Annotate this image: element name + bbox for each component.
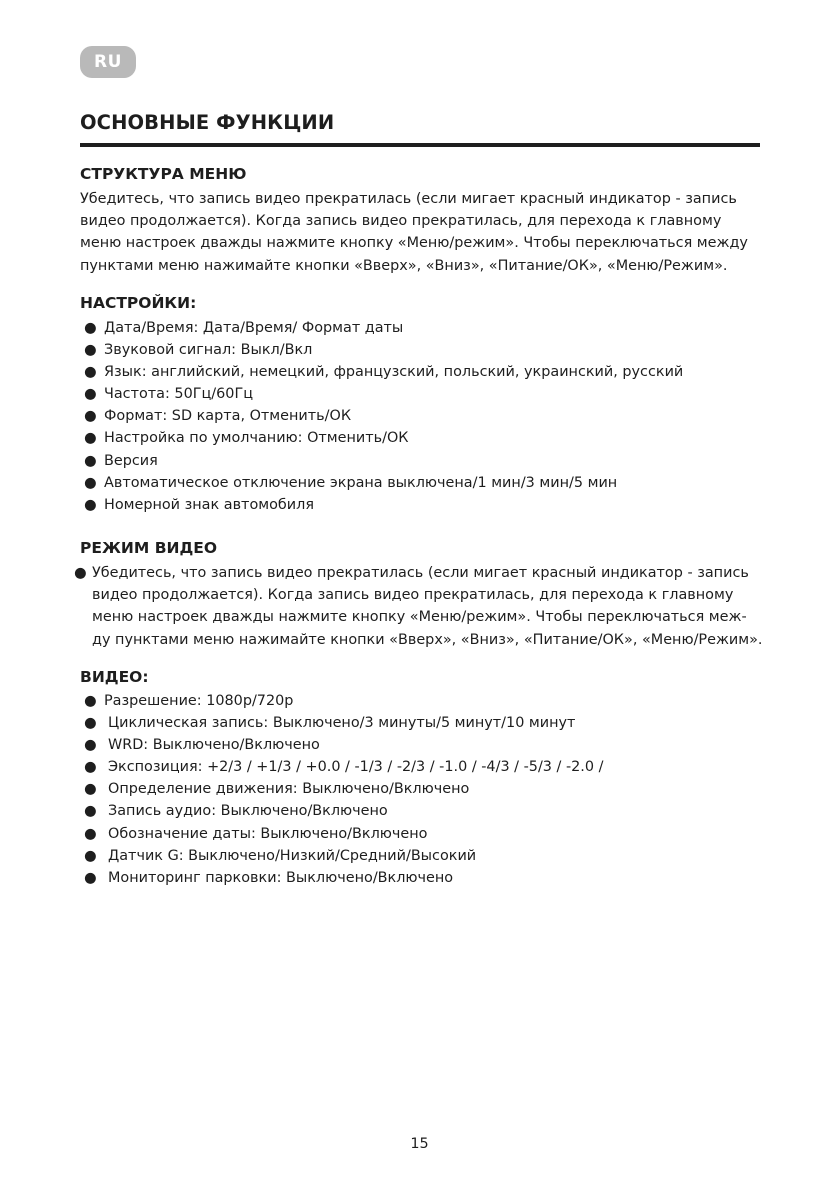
- page-number: 15: [410, 1136, 429, 1152]
- list-item-label: Частота: 50Гц/60Гц: [104, 386, 254, 403]
- bullet-icon: ●: [84, 693, 97, 709]
- list-item-label: Определение движения: Выключено/Включено: [108, 781, 470, 798]
- list-item: [84, 450, 683, 472]
- paragraph-line: Убедитесь, что запись видео прекратилась (если мигает красный индикатор - запись: [80, 191, 737, 207]
- video-mode-heading: РЕЖИМ ВИДЕО: [80, 539, 218, 557]
- menu-structure-heading: СТРУКТУРА МЕНЮ: [80, 165, 247, 183]
- list-item-label: Звуковой сигнал: Выкл/Вкл: [104, 342, 313, 359]
- list-item-label: Разрешение: 1080p/720p: [104, 693, 294, 709]
- paragraph-line: пунктами меню нажимайте кнопки «Вверх», «Вниз», «Питание/ОК», «Меню/Режим».: [80, 257, 728, 274]
- paragraph-line: видео продолжается). Когда запись видео прекратилась, для перехода к главному: [80, 213, 722, 230]
- list-item: [84, 317, 683, 339]
- list-item: [84, 712, 603, 734]
- bullet-icon: ●: [84, 342, 97, 359]
- list-item-label: Запись аудио: Выключено/Включено: [108, 803, 388, 820]
- paragraph-line: меню настроек дважды нажмите кнопку «Меню/режим». Чтобы переключаться меж-: [92, 609, 747, 626]
- paragraph-line: видео продолжается). Когда запись видео прекратилась, для перехода к главному: [92, 587, 734, 604]
- list-item: [84, 867, 603, 889]
- page-title: ОСНОВНЫЕ ФУНКЦИИ: [80, 111, 335, 134]
- video-settings-list: [84, 690, 603, 889]
- bullet-icon: ●: [84, 452, 97, 469]
- list-item: [84, 690, 603, 712]
- settings-list: [84, 317, 683, 516]
- paragraph-line: ду пунктами меню нажимайте кнопки «Вверх», «Вниз», «Питание/ОК», «Меню/Режим».: [92, 631, 763, 648]
- settings-heading: НАСТРОЙКИ:: [80, 294, 197, 312]
- list-item: [84, 734, 603, 756]
- list-item-label: Номерной знак автомобиля: [104, 496, 314, 513]
- bullet-icon: ●: [84, 781, 97, 798]
- bullet-icon: ●: [84, 474, 97, 491]
- list-item: [84, 823, 603, 845]
- bullet-icon: ●: [84, 869, 97, 886]
- bullet-icon: ●: [84, 847, 97, 864]
- list-item-label: Обозначение даты: Выключено/Включено: [108, 825, 428, 842]
- list-item: [84, 361, 683, 383]
- bullet-icon: ●: [84, 320, 97, 336]
- list-item-label: Настройка по умолчанию: Отменить/ОК: [104, 430, 409, 447]
- list-item-label: WRD: Выключено/Включено: [108, 737, 320, 754]
- list-item-label: Датчик G: Выключено/Низкий/Средний/Высокий: [108, 847, 477, 864]
- title-divider: [80, 143, 760, 147]
- list-item: [84, 427, 683, 449]
- paragraph-line: Убедитесь, что запись видео прекратилась (если мигает красный индикатор - запись: [92, 565, 749, 581]
- bullet-icon: ●: [84, 408, 97, 425]
- paragraph-line: меню настроек дважды нажмите кнопку «Меню/режим». Чтобы переключаться между: [80, 235, 748, 252]
- menu-structure-paragraph: [80, 188, 770, 277]
- bullet-icon: ●: [84, 737, 97, 754]
- bullet-icon: ●: [84, 364, 97, 381]
- video-mode-paragraph: [74, 562, 774, 651]
- list-item: [84, 778, 603, 800]
- bullet-icon: ●: [84, 803, 97, 820]
- list-item: [84, 383, 683, 405]
- bullet-icon: ●: [84, 496, 97, 513]
- bullet-icon: ●: [84, 430, 97, 447]
- list-item: [84, 339, 683, 361]
- bullet-icon: ●: [84, 825, 97, 842]
- video-heading: ВИДЕО:: [80, 668, 149, 686]
- list-item: [84, 845, 603, 867]
- bullet-icon: ●: [74, 565, 87, 581]
- list-item: [84, 472, 683, 494]
- list-item-label: Язык: английский, немецкий, французский, польский, украинский, русский: [104, 364, 684, 381]
- bullet-icon: ●: [84, 759, 97, 776]
- bullet-icon: ●: [84, 386, 97, 403]
- list-item: [84, 405, 683, 427]
- list-item-label: Дата/Время: Дата/Время/ Формат даты: [104, 320, 404, 336]
- list-item: [84, 756, 603, 778]
- list-item-label: Экспозиция: +2/3 / +1/3 / +0.0 / -1/3 / -2/3 / -1.0 / -4/3 / -5/3 / -2.0 /: [108, 759, 604, 776]
- language-badge: RU: [80, 46, 136, 78]
- list-item: [84, 494, 683, 516]
- list-item-label: Формат: SD карта, Отменить/ОК: [104, 408, 352, 425]
- list-item-label: Мониторинг парковки: Выключено/Включено: [108, 869, 454, 886]
- list-item-label: Автоматическое отключение экрана выключена/1 мин/3 мин/5 мин: [104, 474, 618, 491]
- list-item-label: Версия: [104, 452, 158, 469]
- list-item: [84, 800, 603, 822]
- list-item-label: Циклическая запись: Выключено/3 минуты/5 минут/10 минут: [108, 715, 576, 732]
- bullet-icon: ●: [84, 715, 97, 732]
